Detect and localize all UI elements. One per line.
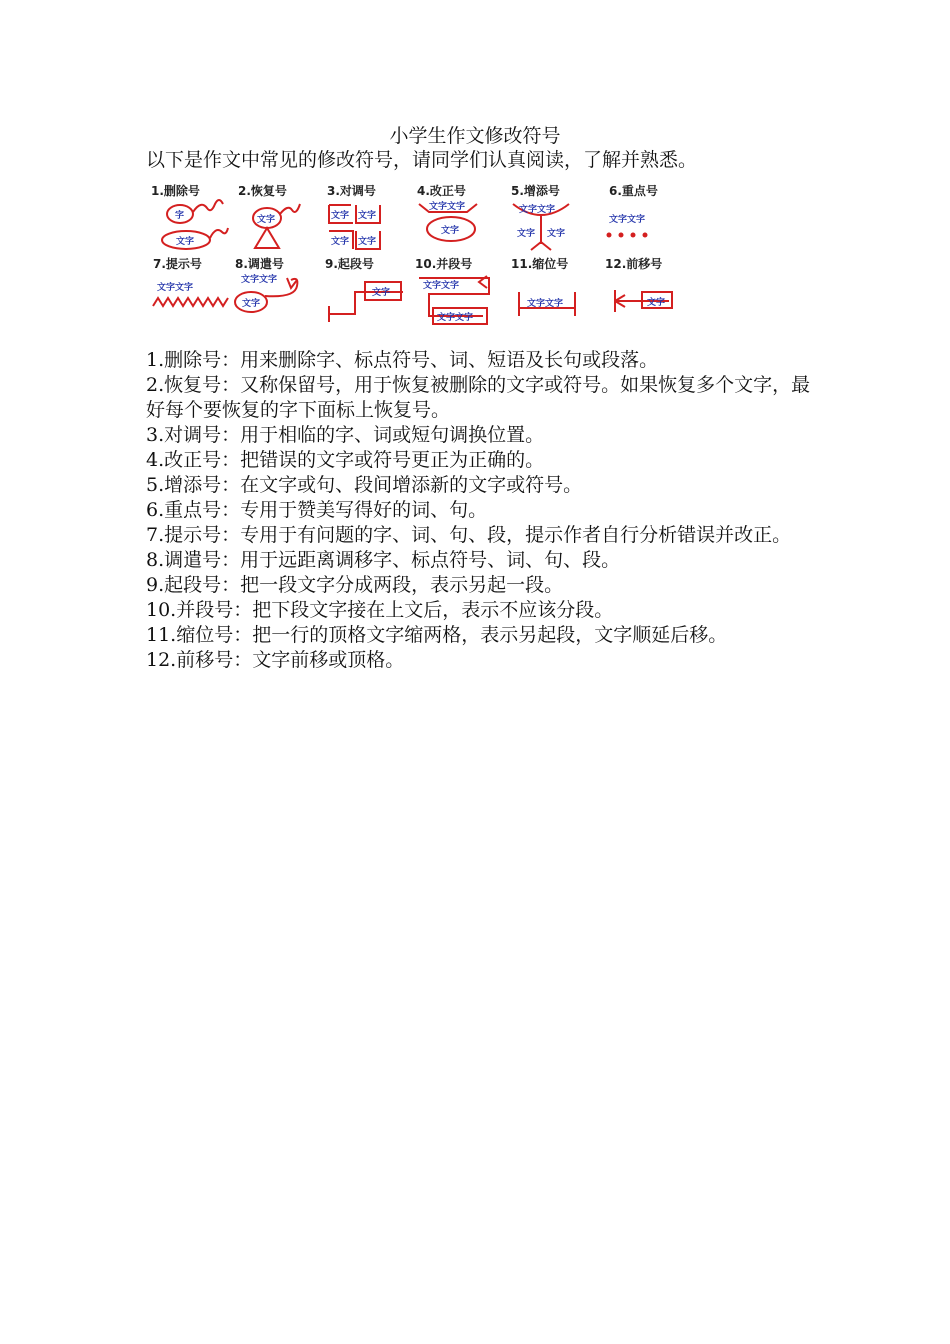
label-transfer: 8.调遣号: [235, 257, 284, 271]
symbols-illustration: [147, 178, 677, 328]
sample-text-7: 文字文字: [157, 283, 194, 293]
label-restore: 2.恢复号: [238, 184, 287, 198]
label-new-paragraph: 9.起段号: [325, 257, 374, 271]
sample-text-3c: 文字: [331, 237, 350, 247]
sample-text-1: 文字: [176, 237, 195, 247]
restore-mark-triangle: [255, 228, 279, 248]
sample-text-5c: 文字: [547, 229, 566, 239]
delete-mark-tail-2: [210, 228, 228, 238]
list-item: 2.恢复号：又称保留号，用于恢复被删除的文字或符号。如果恢复多个文字，最好每个要恢复的字下面标上恢复号。: [146, 374, 811, 421]
sample-text-2: 文字: [257, 215, 276, 225]
label-swap: 3.对调号: [327, 184, 376, 198]
symbol-descriptions: [146, 348, 814, 673]
label-indent: 11.缩位号: [511, 257, 569, 271]
label-hint: 7.提示号: [153, 257, 202, 271]
label-insert: 5.增添号: [511, 184, 560, 198]
list-item: 3.对调号：用于相临的字、词或短句调换位置。: [146, 424, 545, 446]
list-item: 6.重点号：专用于赞美写得好的词、句。: [146, 499, 488, 521]
hint-mark-wave: [153, 298, 228, 306]
list-item: 10.并段号：把下段文字接在上文后，表示不应该分段。: [146, 599, 614, 621]
sample-text-8b: 文字: [242, 299, 261, 309]
sample-char-1: 字: [175, 211, 185, 221]
sample-text-4b: 文字: [441, 226, 460, 236]
list-item: 11.缩位号：把一行的顶格文字缩两格，表示另起段，文字顺延后移。: [146, 624, 728, 646]
list-item: 9.起段号：把一段文字分成两段，表示另起一段。: [146, 574, 564, 596]
label-move-forward: 12.前移号: [605, 257, 663, 271]
label-delete: 1.删除号: [151, 184, 200, 198]
label-merge-paragraph: 10.并段号: [415, 257, 473, 271]
intro-paragraph: 以下是作文中常见的修改符号，请同学们认真阅读，了解并熟悉。: [146, 149, 698, 171]
sample-text-11: 文字文字: [527, 299, 564, 309]
list-item: 8.调遣号：用于远距离调移字、标点符号、词、句、段。: [146, 549, 621, 571]
sample-text-10a: 文字文字: [423, 281, 460, 291]
list-item: 1.删除号：用来删除字、标点符号、词、短语及长句或段落。: [146, 349, 659, 371]
sample-text-10b: 文字文字: [437, 313, 474, 323]
label-correct: 4.改正号: [417, 184, 466, 198]
sample-text-3b: 文字: [358, 211, 377, 221]
sample-text-8a: 文字文字: [241, 275, 278, 285]
restore-mark-tail: [280, 204, 300, 214]
sample-text-3d: 文字: [358, 237, 377, 247]
list-item: 12.前移号：文字前移或顶格。: [146, 649, 405, 671]
label-emphasis: 6.重点号: [609, 184, 658, 198]
sample-text-4a: 文字文字: [429, 202, 466, 212]
sample-text-5a: 文字文字: [519, 205, 556, 215]
sample-text-3a: 文字: [331, 211, 350, 221]
list-item: 5.增添号：在文字或句、段间增添新的文字或符号。: [146, 474, 583, 496]
delete-mark-tail: [193, 200, 223, 212]
sample-text-9: 文字: [372, 288, 391, 298]
correction-symbols-figure: [147, 178, 677, 328]
list-item: 7.提示号：专用于有问题的字、词、句、段，提示作者自行分析错误并改正。: [146, 524, 792, 546]
list-item: 4.改正号：把错误的文字或符号更正为正确的。: [146, 449, 545, 471]
sample-text-12: 文字: [647, 298, 666, 308]
document-title: 小学生作文修改符号: [389, 125, 561, 147]
sample-text-6: 文字文字: [609, 215, 646, 225]
sample-text-5b: 文字: [517, 229, 536, 239]
